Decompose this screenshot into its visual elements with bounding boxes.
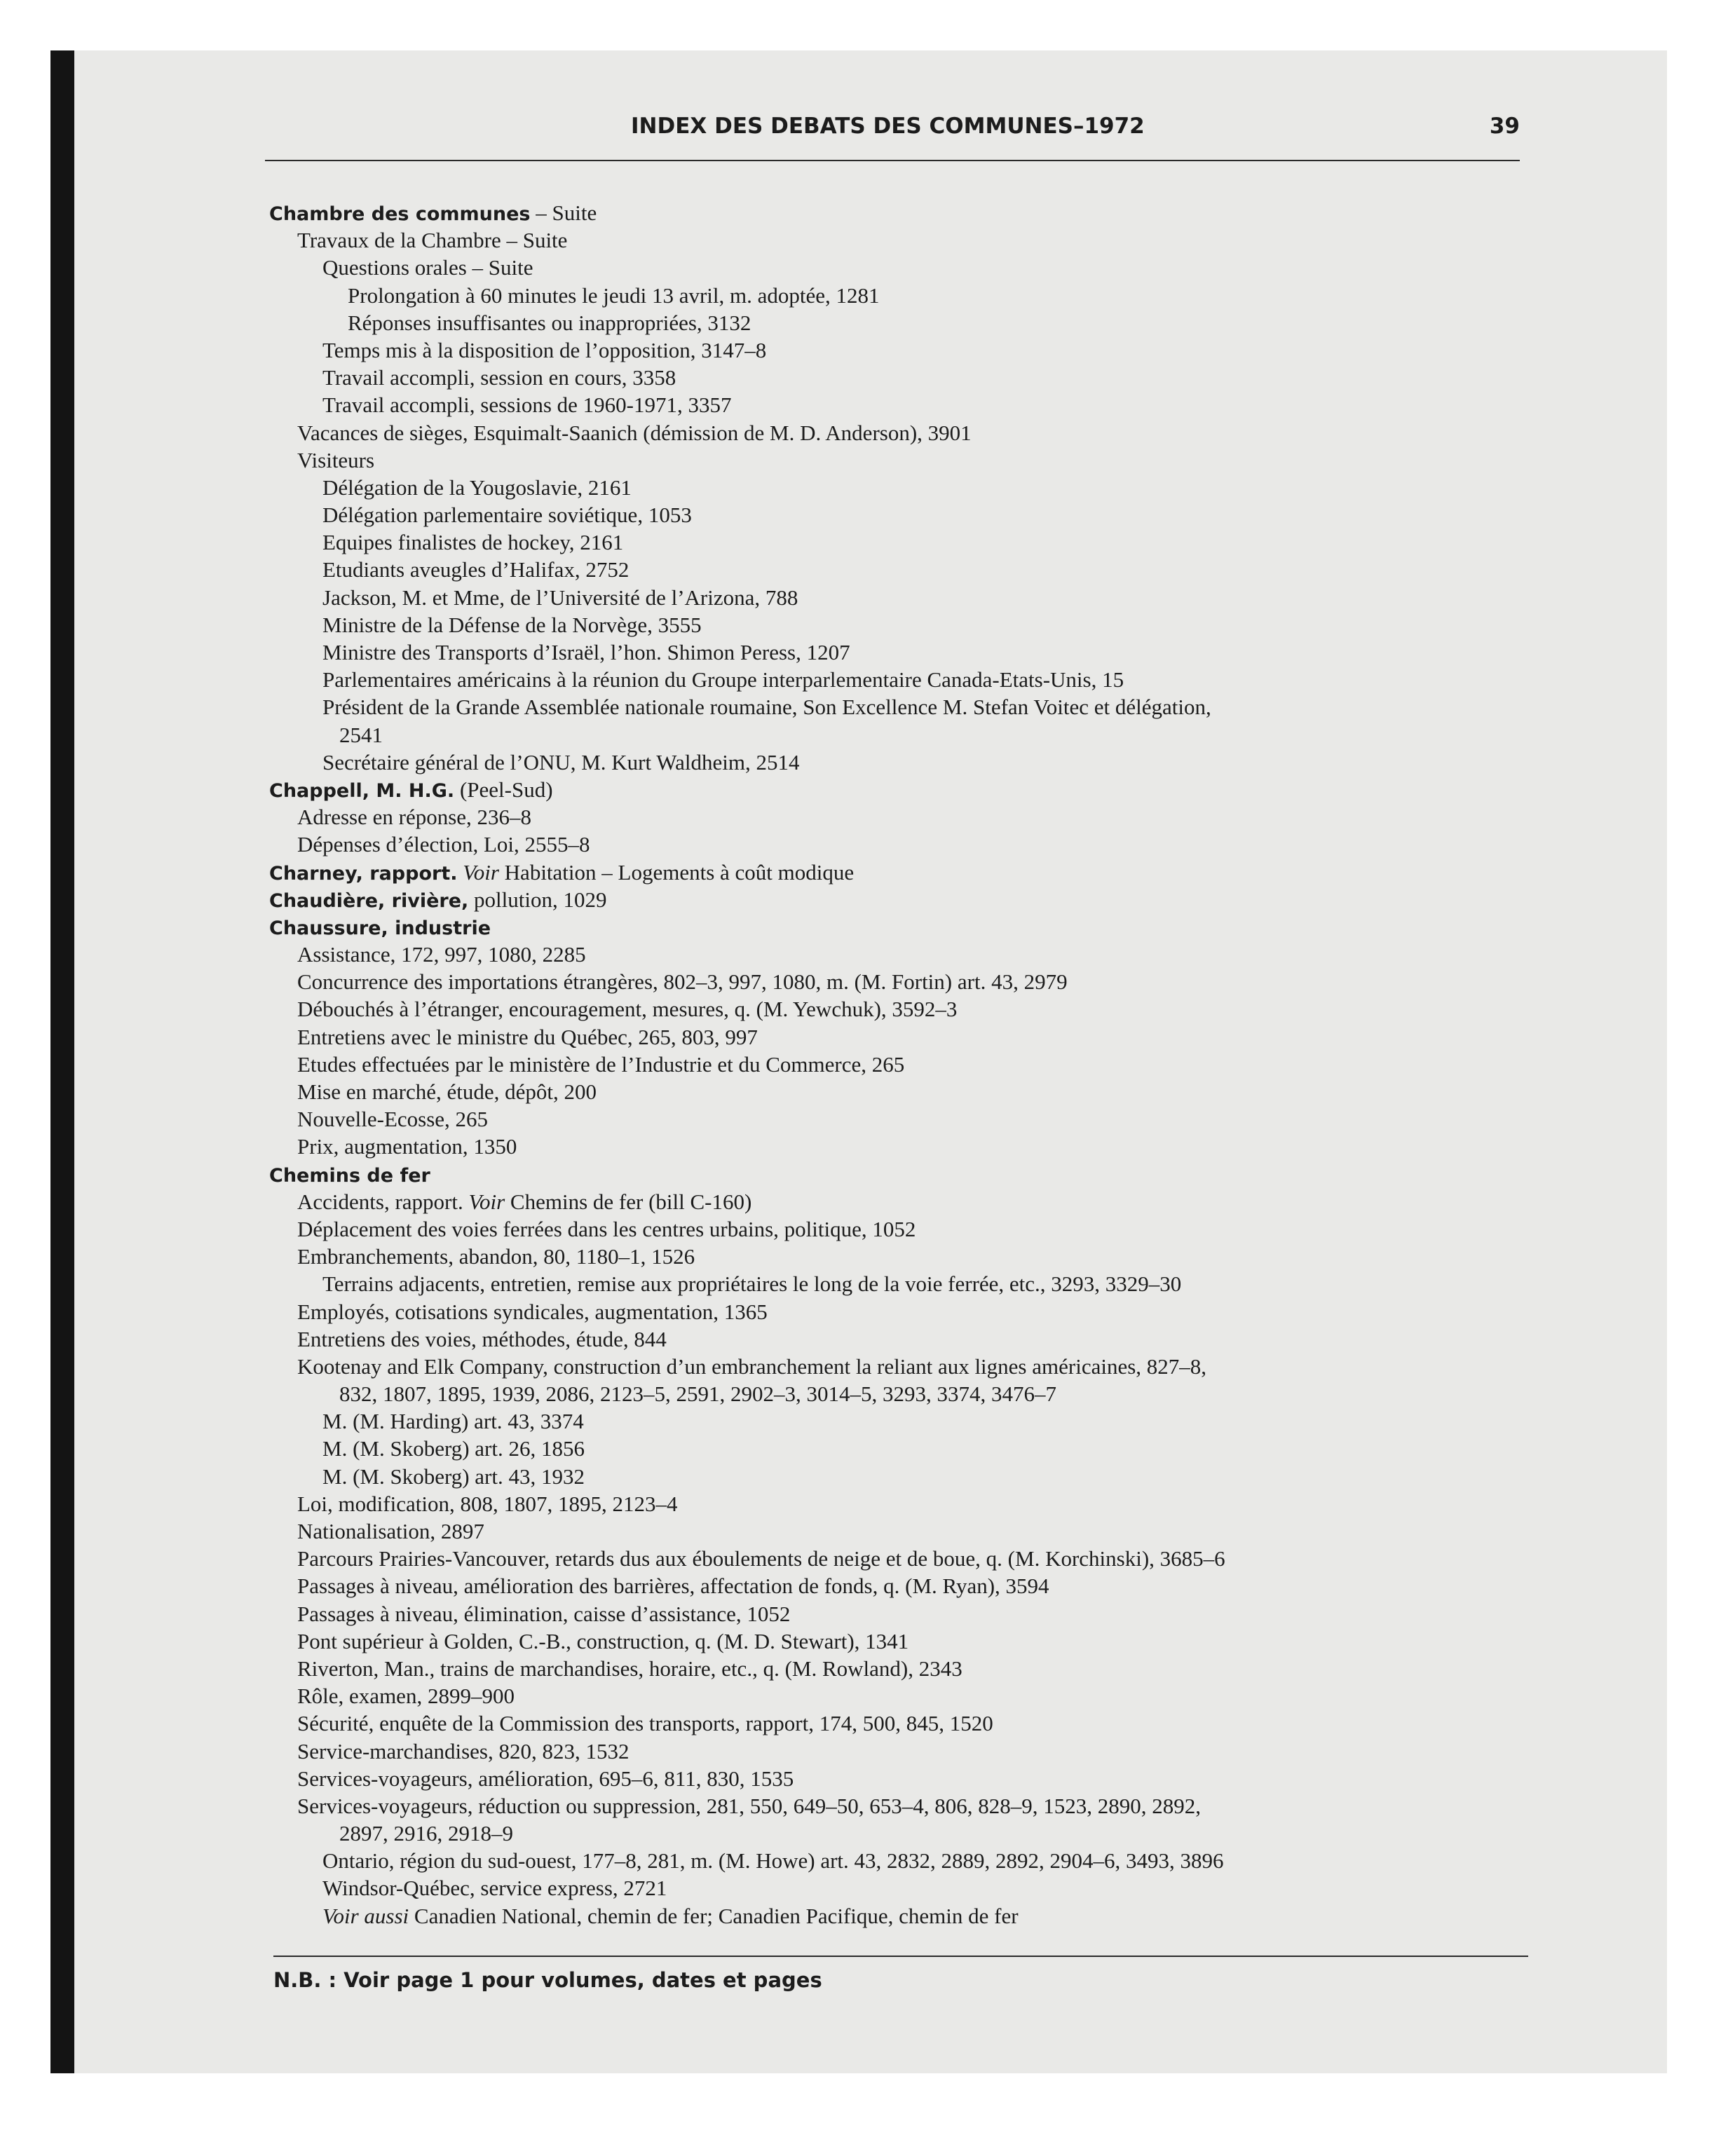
header-title: INDEX DES DEBATS DES COMMUNES–1972 [631, 114, 1145, 139]
index-entry [269, 254, 1552, 281]
index-entry [269, 391, 1552, 418]
entry-heading: Chambre des communes [269, 203, 531, 225]
entry-text: Ontario, région du sud-ouest, 177–8, 281, m. (M. Howe) art. 43, 2832, 2889, 2892, 2904–6, 3493, 3896 [322, 1848, 1224, 1874]
index-entry [269, 1023, 1552, 1051]
entry-text: Accidents, rapport. [297, 1189, 463, 1214]
entry-text: Terrains adjacents, entretien, remise aux propriétaires le long de la voie ferrée, etc., 3293, 3329–30 [322, 1271, 1182, 1297]
index-entry [269, 309, 1552, 336]
index-entry [269, 1325, 1552, 1353]
entry-text: Prolongation à 60 minutes le jeudi 13 avril, m. adoptée, 1281 [348, 282, 880, 308]
scan-edge [50, 50, 74, 2073]
entry-text: Assistance, 172, 997, 1080, 2285 [297, 942, 586, 967]
footer-note: N.B. : Voir page 1 pour volumes, dates et pages [273, 1968, 822, 1992]
entry-text: Riverton, Man., trains de marchandises, horaire, etc., q. (M. Rowland), 2343 [297, 1656, 962, 1681]
entry-text: M. (M. Harding) art. 43, 3374 [322, 1409, 584, 1434]
index-entry [269, 282, 1552, 309]
entry-text: Windsor-Québec, service express, 2721 [322, 1876, 667, 1901]
entry-text: Vacances de sièges, Esquimalt-Saanich (démission de M. D. Anderson), 3901 [297, 420, 972, 445]
index-entry [269, 1407, 1552, 1435]
entry-text: – Suite [530, 200, 597, 225]
entry-text: Déplacement des voies ferrées dans les centres urbains, politique, 1052 [297, 1216, 916, 1241]
index-entry [269, 1270, 1552, 1297]
index-entry [269, 474, 1552, 501]
index-entry [269, 1874, 1552, 1902]
entry-see-reference: Voir [457, 859, 499, 885]
entry-text: 2541 [339, 722, 383, 747]
entry-text: Concurrence des importations étrangères, 802–3, 997, 1080, m. (M. Fortin) art. 43, 2979 [297, 969, 1068, 995]
index-entry [269, 1517, 1552, 1545]
entry-text: Services-voyageurs, réduction ou suppression, 281, 550, 649–50, 653–4, 806, 828–9, 1523, 2890, 2892, [297, 1793, 1201, 1818]
index-entry [269, 1792, 1552, 1820]
entry-text: Passages à niveau, amélioration des barrières, affectation de fonds, q. (M. Ryan), 3594 [297, 1574, 1049, 1599]
index-entry [269, 1902, 1552, 1930]
index-entry [269, 446, 1552, 474]
entry-text: Loi, modification, 808, 1807, 1895, 2123–4 [297, 1491, 678, 1516]
entry-text: Président de la Grande Assemblée nationale roumaine, Son Excellence M. Stefan Voitec et délégation, [322, 695, 1211, 720]
entry-text: Employés, cotisations syndicales, augmentation, 1365 [297, 1299, 768, 1324]
index-entry [269, 803, 1552, 831]
index-entry [269, 556, 1552, 583]
entry-text: Kootenay and Elk Company, construction d’un embranchement la reliant aux lignes américaines, 827–8, [297, 1353, 1207, 1379]
index-entry [269, 1188, 1552, 1215]
index-entry [269, 1682, 1552, 1710]
index-entry [269, 1738, 1552, 1765]
entry-text: Nationalisation, 2897 [297, 1519, 484, 1543]
entry-text: Questions orales – Suite [322, 255, 533, 280]
index-entry [269, 1628, 1552, 1655]
entry-heading: Chappell, M. H.G. [269, 779, 455, 802]
index-heading-entry [269, 776, 1552, 803]
index-entry [269, 584, 1552, 611]
index-entry [269, 968, 1552, 995]
header-rule [265, 160, 1520, 161]
index-entry [269, 941, 1552, 968]
entry-text: Dépenses d’élection, Loi, 2555–8 [297, 832, 590, 857]
entry-heading: Charney, rapport. [269, 862, 458, 885]
index-entry [269, 1572, 1552, 1599]
entry-text: Etudes effectuées par le ministère de l’Industrie et du Commerce, 265 [297, 1051, 905, 1077]
entry-text: Rôle, examen, 2899–900 [297, 1684, 515, 1709]
entry-text: Réponses insuffisantes ou inappropriées, 3132 [348, 310, 751, 335]
index-entry [269, 1490, 1552, 1517]
entry-text: Débouchés à l’étranger, encouragement, mesures, q. (M. Yewchuk), 3592–3 [297, 997, 958, 1022]
index-entry [269, 1051, 1552, 1078]
index-entry [269, 995, 1552, 1023]
entry-text: Pont supérieur à Golden, C.-B., construction, q. (M. D. Stewart), 1341 [297, 1628, 909, 1653]
index-entry [269, 226, 1552, 254]
entry-text: Parcours Prairies-Vancouver, retards dus aux éboulements de neige et de boue, q. (M. Korchinski), 3685–6 [297, 1546, 1225, 1571]
index-entry [269, 1710, 1552, 1737]
entry-text: Services-voyageurs, amélioration, 695–6, 811, 830, 1535 [297, 1766, 794, 1791]
index-heading-entry [269, 886, 1552, 913]
entry-text: Prix, augmentation, 1350 [297, 1134, 517, 1159]
index-entry [269, 1078, 1552, 1105]
entry-text: Travail accompli, sessions de 1960-1971, 3357 [322, 393, 732, 418]
entry-text: 2897, 2916, 2918–9 [339, 1821, 513, 1846]
entry-text: Secrétaire général de l’ONU, M. Kurt Waldheim, 2514 [322, 749, 800, 775]
entry-text: Chemins de fer (bill C-160) [505, 1189, 752, 1214]
entry-text: Ministre des Transports d’Israël, l’hon. Shimon Peress, 1207 [322, 640, 850, 664]
index-entry [269, 1463, 1552, 1490]
entry-text: Entretiens avec le ministre du Québec, 265, 803, 997 [297, 1024, 758, 1049]
entry-text: Etudiants aveugles d’Halifax, 2752 [322, 557, 630, 582]
entry-text: Travaux de la Chambre – Suite [297, 228, 568, 253]
index-entry [269, 831, 1552, 858]
entry-text: Parlementaires américains à la réunion du Groupe interparlementaire Canada-Etats-Unis, 15 [322, 667, 1124, 692]
page-number: 39 [1489, 114, 1520, 139]
index-entry [269, 639, 1552, 666]
index-entry [269, 611, 1552, 639]
entry-text: Travail accompli, session en cours, 3358 [322, 365, 676, 390]
entry-text: Délégation parlementaire soviétique, 1053 [322, 503, 692, 528]
entry-text: Ministre de la Défense de la Norvège, 3555 [322, 612, 702, 637]
index-heading-entry [269, 859, 1552, 886]
index-entry [269, 528, 1552, 556]
index-entry [269, 721, 1552, 749]
index-entry [269, 419, 1552, 446]
entry-text: Habitation – Logements à coût modique [498, 859, 855, 885]
entry-text: Sécurité, enquête de la Commission des transports, rapport, 174, 500, 845, 1520 [297, 1711, 993, 1736]
entry-text: Mise en marché, étude, dépôt, 200 [297, 1079, 597, 1104]
index-entry [269, 1298, 1552, 1325]
index-entry [269, 749, 1552, 776]
index-entry [269, 1133, 1552, 1160]
index-heading-entry [269, 1161, 1552, 1188]
entry-text: Canadien National, chemin de fer; Canadien Pacifique, chemin de fer [409, 1903, 1019, 1928]
entry-see-reference: Voir [463, 1189, 505, 1214]
entry-heading: Chaussure, industrie [269, 917, 491, 939]
index-entry [269, 666, 1552, 693]
entry-text: pollution, 1029 [468, 887, 607, 912]
index-entry [269, 1105, 1552, 1133]
index-entry [269, 501, 1552, 528]
index-entries [269, 199, 1552, 1930]
index-entry [269, 1353, 1552, 1380]
entry-text: Equipes finalistes de hockey, 2161 [322, 530, 624, 555]
entry-text: Nouvelle-Ecosse, 265 [297, 1107, 489, 1132]
entry-text: Embranchements, abandon, 80, 1180–1, 1526 [297, 1244, 695, 1269]
index-entry [269, 1545, 1552, 1572]
entry-text: Délégation de la Yougoslavie, 2161 [322, 475, 632, 500]
index-entry [269, 1847, 1552, 1874]
index-entry [269, 1600, 1552, 1628]
footer-rule [273, 1956, 1528, 1957]
entry-text: Service-marchandises, 820, 823, 1532 [297, 1738, 630, 1763]
entry-text: M. (M. Skoberg) art. 26, 1856 [322, 1436, 585, 1461]
entry-text: M. (M. Skoberg) art. 43, 1932 [322, 1464, 585, 1489]
index-entry [269, 1435, 1552, 1462]
index-heading-entry [269, 913, 1552, 941]
index-entry [269, 1380, 1552, 1407]
index-entry [269, 1765, 1552, 1792]
entry-text: 832, 1807, 1895, 1939, 2086, 2123–5, 2591, 2902–3, 3014–5, 3293, 3374, 3476–7 [339, 1381, 1056, 1407]
entry-text: Temps mis à la disposition de l’opposition, 3147–8 [322, 337, 767, 362]
index-entry [269, 336, 1552, 364]
entry-text: Adresse en réponse, 236–8 [297, 805, 532, 830]
entry-text: Visiteurs [297, 447, 375, 472]
entry-text: Entretiens des voies, méthodes, étude, 844 [297, 1326, 667, 1351]
entry-text: (Peel-Sud) [454, 777, 553, 802]
index-entry [269, 693, 1552, 721]
entry-see-reference: Voir aussi [322, 1903, 409, 1928]
entry-heading: Chemins de fer [269, 1164, 430, 1187]
index-entry [269, 1655, 1552, 1682]
index-entry [269, 364, 1552, 391]
entry-heading: Chaudière, rivière, [269, 889, 469, 912]
index-entry [269, 1215, 1552, 1243]
running-header [273, 111, 1520, 153]
index-heading-entry [269, 199, 1552, 226]
entry-text: Passages à niveau, élimination, caisse d’assistance, 1052 [297, 1601, 791, 1626]
entry-text: Jackson, M. et Mme, de l’Université de l’Arizona, 788 [322, 585, 798, 610]
index-entry [269, 1820, 1552, 1847]
index-entry [269, 1243, 1552, 1270]
